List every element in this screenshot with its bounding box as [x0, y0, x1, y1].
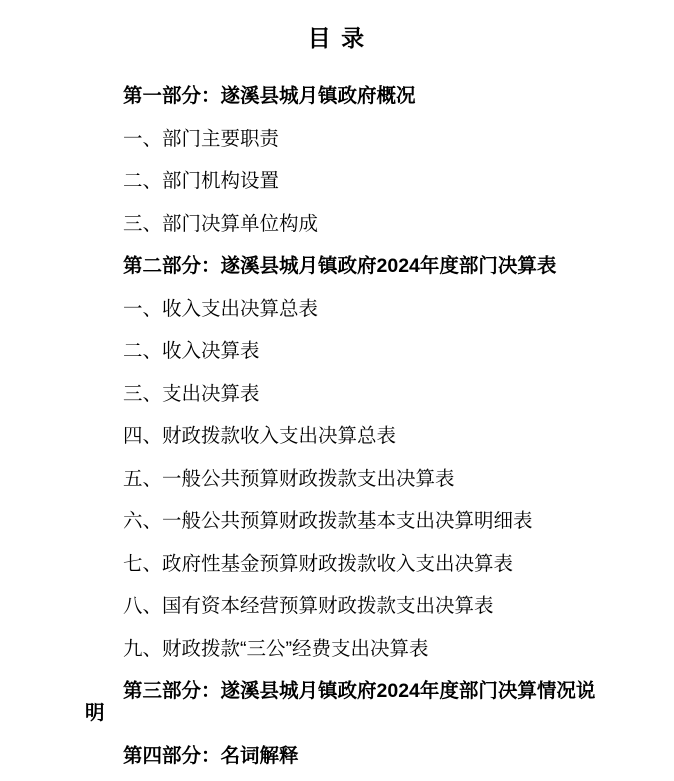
- toc-part-2-heading: 第二部分：遂溪县城月镇政府2024年度部门决算表: [123, 255, 557, 277]
- toc-list: [0, 85, 674, 767]
- toc-item-2-8: 八、国有资本经营预算财政拨款支出决算表: [123, 595, 494, 617]
- toc-item-1-2: 二、部门机构设置: [123, 170, 280, 192]
- toc-item-2-9: 九、财政拨款“三公”经费支出决算表: [123, 637, 429, 660]
- toc-part-1-heading: 第一部分：遂溪县城月镇政府概况: [123, 85, 416, 107]
- toc-item-1-1: 一、部门主要职责: [123, 127, 280, 150]
- toc-item-2-3: 三、支出决算表: [123, 382, 260, 405]
- toc-item-1-3: 三、部门决算单位构成: [123, 212, 319, 235]
- toc-item-2-2: 二、收入决算表: [123, 340, 260, 362]
- toc-item-2-5: 五、一般公共预算财政拨款支出决算表: [123, 467, 455, 490]
- toc-part-4-heading: 第四部分：名词解释: [123, 744, 299, 767]
- toc-item-2-1: 一、收入支出决算总表: [123, 297, 319, 320]
- toc-item-2-6: 六、一般公共预算财政拨款基本支出决算明细表: [123, 510, 533, 532]
- toc-part-3-heading: 第三部分：遂溪县城月镇政府2024年度部门决算情况说明: [85, 680, 596, 724]
- toc-item-2-7: 七、政府性基金预算财政拨款收入支出决算表: [123, 552, 514, 575]
- page-title: 目 录: [307, 25, 367, 51]
- toc-item-2-4: 四、财政拨款收入支出决算总表: [123, 425, 397, 447]
